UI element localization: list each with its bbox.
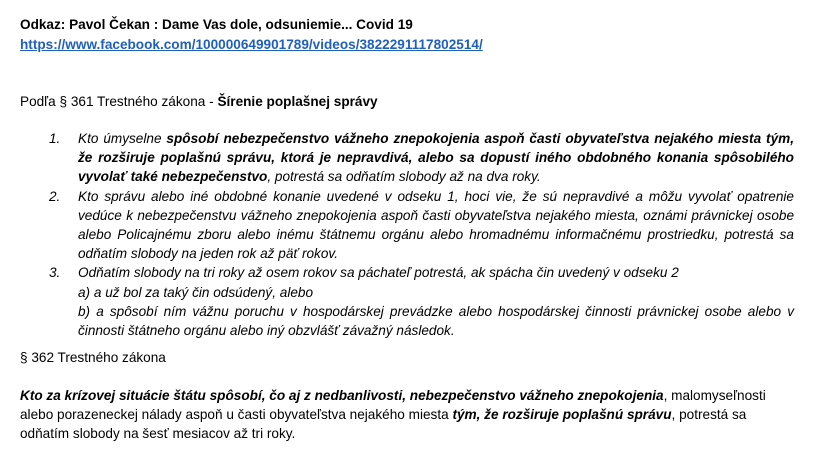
list-item-2 — [0, 187, 794, 264]
section-362-bold-text: tým, že rozširuje poplašnú správu — [452, 407, 672, 422]
list-item-bold-text: spôsobí nebezpečenstvo vážneho znepokojenia aspoň časti obyvateľstva nejakého miesta tým, že rozširuje poplašnú správu, ktorá je nepravdivá, alebo sa dopustí iného obdobného konania spôsobilého vyvolať také nebezpečenstvo — [78, 131, 794, 185]
list-item-text: , potrestá sa odňatím slobody až na dva roky. — [267, 169, 541, 185]
section-362-text: , potrestá sa odňatím slobody na šesť mesiacov až tri roky. — [20, 407, 747, 441]
video-link[interactable]: https://www.facebook.com/100000649901789/videos/3822291117802514/ — [20, 37, 483, 52]
list-item-text: Kto úmyselne — [78, 131, 167, 146]
section-362-text: , malomyseľnosti alebo porazeneckej nálady aspoň u časti obyvateľstva nejakého miesta — [20, 388, 766, 422]
list-item-number: 2. — [49, 188, 61, 204]
paragraph-list — [0, 129, 830, 340]
section-361-heading-title: Šírenie poplašnej správy — [217, 94, 378, 109]
list-item-number: 1. — [49, 131, 61, 146]
section-361-heading-prefix: Podľa § 361 Trestného zákona - — [20, 94, 218, 109]
section-362-paragraph — [20, 386, 798, 443]
list-item-number: 3. — [49, 265, 61, 281]
list-item-3 — [0, 263, 794, 340]
section-362-bold-text: Kto za krízovej situácie štátu spôsobí, čo aj z nedbanlivosti, nebezpečenstvo vážneho znepokojenia — [20, 388, 664, 403]
list-item-text: Odňatím slobody na tri roky až osem rokov sa páchateľ potrestá, ak spácha čin uvedený v odseku 2 — [78, 265, 679, 281]
list-item-text: Kto správu alebo iné obdobné konanie uvedené v odseku 1, hoci vie, že sú nepravdivé a môžu vyvolať opatrenie vedúce k nebezpečenstvu vážneho znepokojenia aspoň časti obyvateľstva nejakého miesta, oznámi právnickej osobe alebo Policajnému zboru alebo inému štátnemu orgánu alebo hromadnému informačnému prostriedku, potrestá sa odňatím slobody na jeden rok až päť rokov. — [78, 188, 794, 262]
sub-item-b: b) a spôsobí ním vážnu poruchu v hospodárskej prevádzke alebo hospodárskej činnosti právnickej osobe alebo v činnosti štátneho orgánu alebo iný obzvlášť závažný následok. — [78, 303, 794, 339]
section-361-heading — [20, 94, 378, 109]
section-362-heading: § 362 Trestného zákona — [20, 350, 166, 365]
reference-title: Odkaz: Pavol Čekan : Dame Vas dole, odsuniemie... Covid 19 — [20, 17, 413, 32]
list-item-1 — [0, 129, 794, 187]
sub-item-a: a) a už bol za taký čin odsúdený, alebo — [78, 284, 314, 300]
